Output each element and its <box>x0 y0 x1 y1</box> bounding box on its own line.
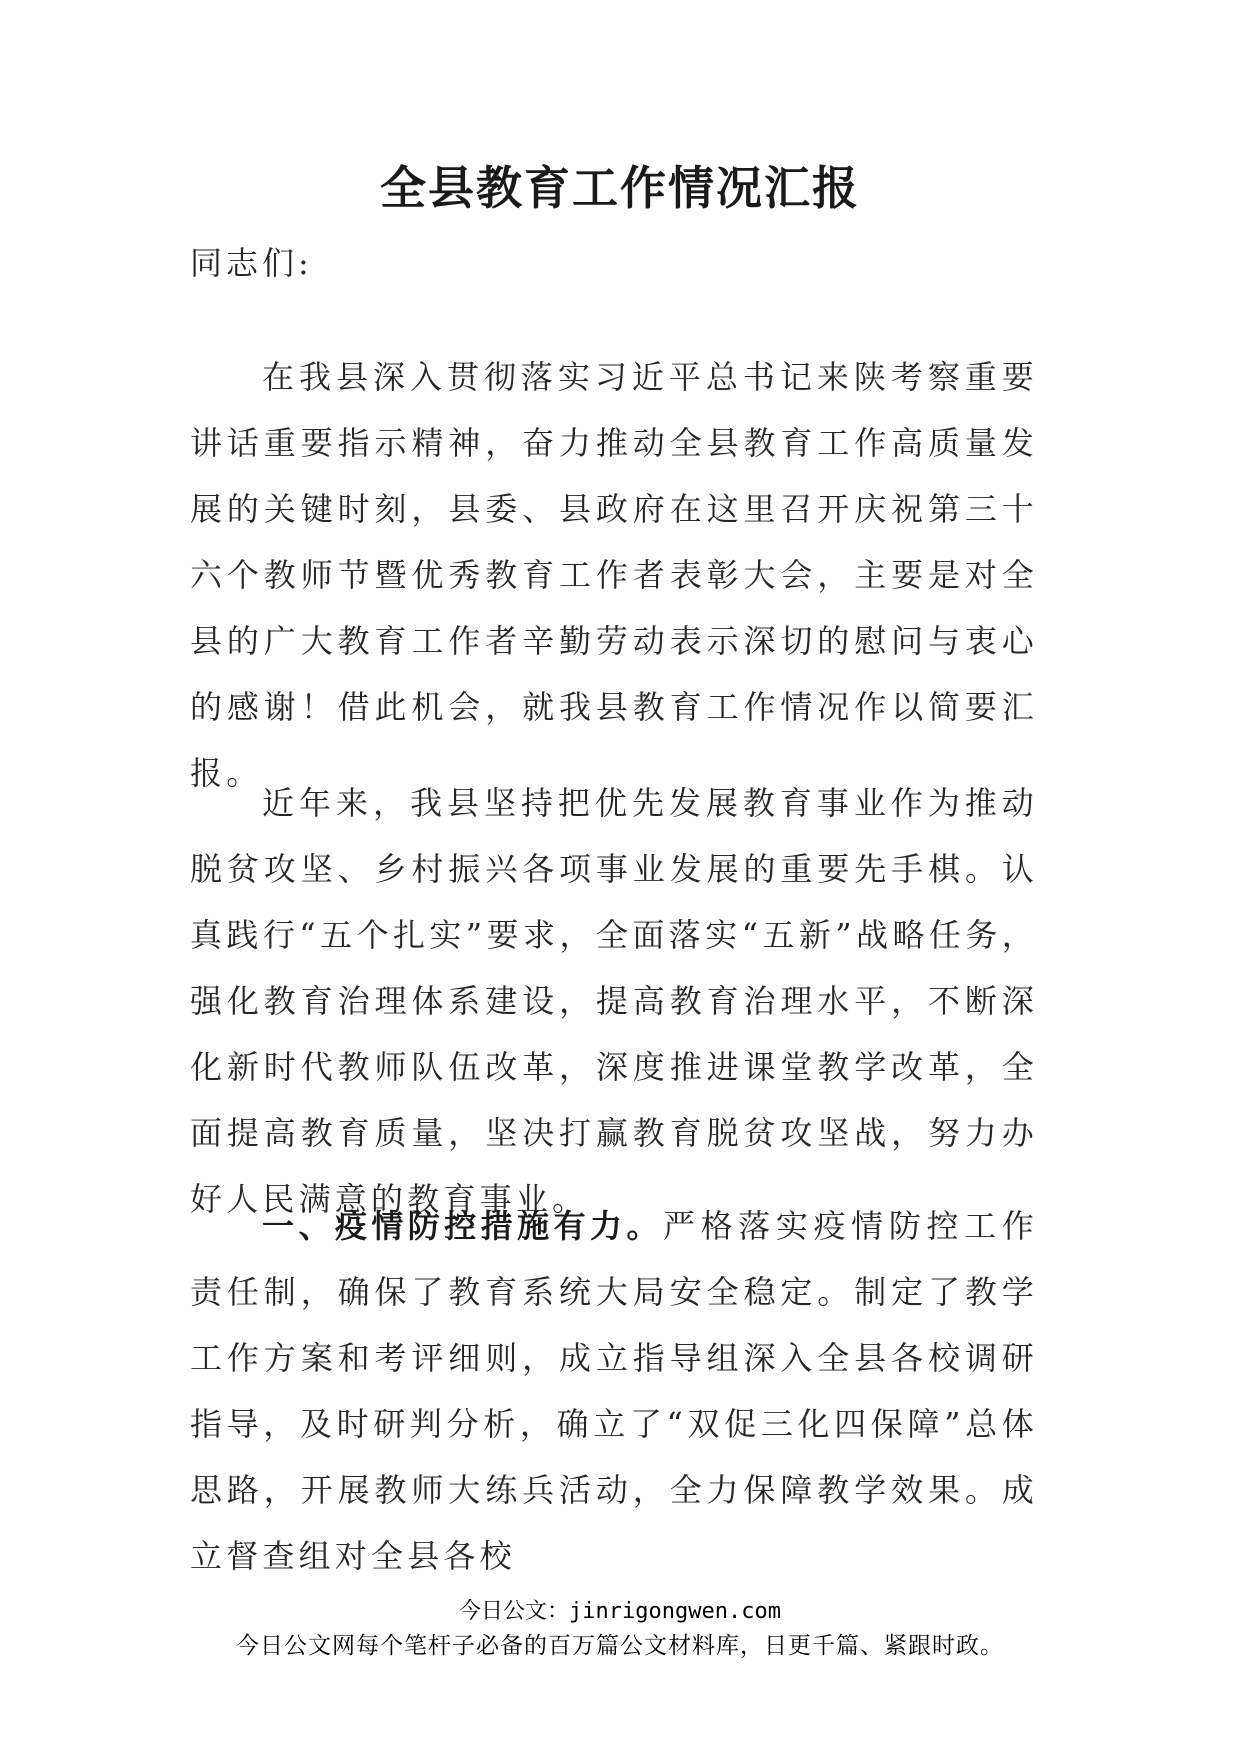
footer-site <box>0 1594 1240 1625</box>
paragraph-overview <box>190 770 1038 1232</box>
paragraph-text: 严格落实疫情防控工作责任制，确保了教育系统大局安全稳定。制定了教学工作方案和考评细则，成立指导组深入全县各校调研指导，及时研判分析，确立了“双促三化四保障”总体思路，开展教师大练兵活动，全力保障教学效果。成立督查组对全县各校 <box>190 1207 1038 1575</box>
paragraph-intro <box>190 344 1038 806</box>
salutation: 同志们: <box>190 244 313 282</box>
paragraph-section-1 <box>190 1193 1038 1589</box>
page-title: 全县教育工作情况汇报 <box>380 161 860 215</box>
footer-site-label: 今日公文： <box>459 1599 570 1624</box>
section-heading: 一、疫情防控措施有力。 <box>262 1207 663 1245</box>
footer-site-link[interactable]: jinrigongwen.com <box>569 1599 781 1624</box>
footer-slogan: 今日公文网每个笔杆子必备的百万篇公文材料库，日更千篇、紧跟时政。 <box>236 1633 1004 1659</box>
paragraph-text: 在我县深入贯彻落实习近平总书记来陕考察重要讲话重要指示精神，奋力推动全县教育工作高质量发展的关键时刻，县委、县政府在这里召开庆祝第三十六个教师节暨优秀教育工作者表彰大会，主要是对全县的广大教育工作者辛勤劳动表示深切的慰问与衷心的感谢！借此机会，就我县教育工作情况作以简要汇报。 <box>190 358 1038 792</box>
paragraph-text: 近年来，我县坚持把优先发展教育事业作为推动脱贫攻坚、乡村振兴各项事业发展的重要先手棋。认真践行“五个扎实”要求，全面落实“五新”战略任务，强化教育治理体系建设，提高教育治理水平，不断深化新时代教师队伍改革，深度推进课堂教学改革，全面提高教育质量，坚决打赢教育脱贫攻坚战，努力办好人民满意的教育事业。 <box>190 784 1038 1218</box>
